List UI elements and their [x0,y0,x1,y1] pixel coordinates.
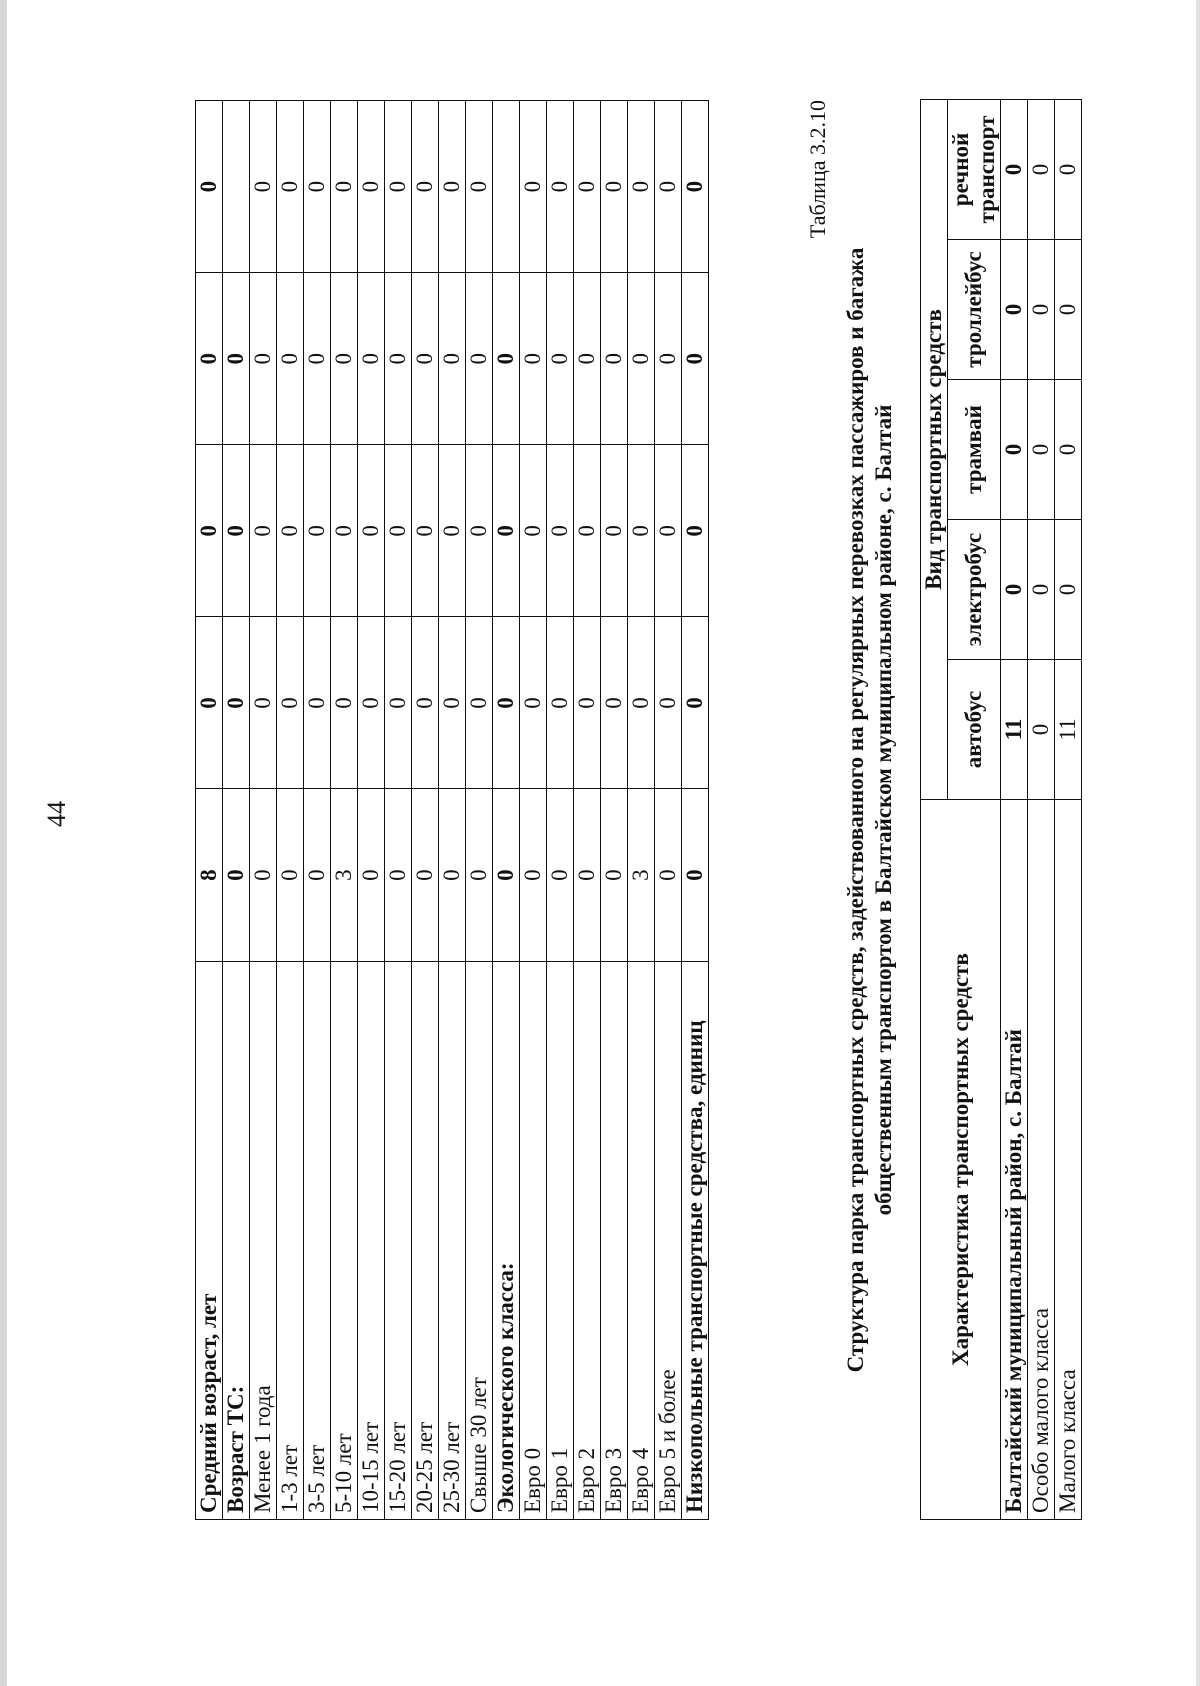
document-page [42,100,1110,1520]
cell-value: 0 [574,789,601,961]
table-row [520,101,547,1520]
cell-value: 0 [547,617,574,789]
table-row [601,101,628,1520]
table-row [547,101,574,1520]
cell-value: 0 [466,445,493,617]
cell-value: 0 [628,273,655,445]
cell-value: 0 [628,101,655,273]
table-caption: Таблица 3.2.10 [805,100,830,239]
cell-value: 0 [1001,380,1028,520]
cell-value: 0 [304,273,331,445]
table-row [250,101,277,1520]
cell-value: 0 [466,101,493,273]
table-row [1028,99,1055,1519]
table-row [493,101,520,1520]
fleet-structure-table [920,99,1082,1520]
cell-value: 0 [520,789,547,961]
table-title-line-2: общественным транспортом в Балтайском муниципальном районе, с. Балтай [871,404,896,1216]
cell-value: 0 [439,617,466,789]
cell-value: 0 [1028,240,1055,380]
row-label: Малого класса [1055,800,1082,1520]
cell-value: 0 [358,273,385,445]
cell-value: 0 [304,101,331,273]
table-title-line-1: Структура парка транспортных средств, задействованного на регулярных перевозках пассажиров и багажа [843,247,868,1373]
cell-value: 0 [682,445,709,617]
cell-value: 0 [1055,380,1082,520]
cell-value: 0 [304,617,331,789]
cell-value: 0 [385,445,412,617]
cell-value: 0 [385,101,412,273]
cell-value: 0 [547,445,574,617]
table-row [385,101,412,1520]
page-number: 44 [42,801,71,827]
cell-value: 0 [1028,660,1055,800]
row-label: Экологического класса: [493,961,520,1519]
cell-value: 0 [331,101,358,273]
cell-value: 11 [1055,660,1082,800]
cell-value: 0 [412,273,439,445]
cell-value: 0 [1028,520,1055,660]
cell-value: 0 [520,273,547,445]
cell-value: 0 [1028,99,1055,239]
cell-value: 0 [628,617,655,789]
table-row [574,101,601,1520]
cell-value: 0 [358,101,385,273]
table-row [223,101,250,1520]
vehicle-age-table [195,100,709,1520]
cell-value: 0 [1001,520,1028,660]
fleet-structure-table-body [1001,99,1082,1519]
cell-value: 0 [493,273,520,445]
cell-value: 0 [385,273,412,445]
cell-value: 0 [682,617,709,789]
table-row [304,101,331,1520]
cell-value: 8 [196,789,223,961]
cell-value: 0 [547,789,574,961]
row-label: Евро 4 [628,961,655,1519]
table-row [331,101,358,1520]
cell-value: 0 [547,101,574,273]
cell-value: 0 [601,617,628,789]
cell-value: 0 [277,445,304,617]
scan-edge-right [1196,0,1200,1686]
table-row [358,101,385,1520]
cell-value: 0 [277,789,304,961]
row-label: Возраст ТС: [223,961,250,1519]
scan-edge-left [0,0,7,1686]
cell-value: 0 [196,617,223,789]
cell-value: 0 [655,617,682,789]
cell-value [493,101,520,273]
cell-value: 0 [439,273,466,445]
row-label: Особо малого класса [1028,800,1055,1520]
cell-value: 0 [466,617,493,789]
cell-value: 0 [493,789,520,961]
cell-value: 0 [331,617,358,789]
row-label: Евро 0 [520,961,547,1519]
cell-value: 0 [385,789,412,961]
row-label: 25-30 лет [439,961,466,1519]
cell-value: 0 [601,445,628,617]
cell-value: 0 [655,101,682,273]
cell-value: 0 [655,789,682,961]
cell-value: 11 [1001,660,1028,800]
row-label: Евро 1 [547,961,574,1519]
cell-value: 0 [520,617,547,789]
cell-value: 0 [439,789,466,961]
cell-value: 0 [250,273,277,445]
cell-value: 3 [331,789,358,961]
row-label: Низкопольные транспортные средства, единиц [682,961,709,1519]
cell-value: 0 [250,789,277,961]
row-label: 15-20 лет [385,961,412,1519]
table-row [1001,99,1028,1519]
cell-value: 0 [1055,520,1082,660]
table-row [196,101,223,1520]
row-label: Свыше 30 лет [466,961,493,1519]
cell-value: 0 [601,273,628,445]
cell-value: 0 [412,101,439,273]
cell-value: 0 [358,789,385,961]
cell-value: 3 [628,789,655,961]
cell-value: 0 [601,789,628,961]
row-label: 1-3 лет [277,961,304,1519]
cell-value: 0 [277,273,304,445]
table-row [466,101,493,1520]
cell-value: 0 [358,445,385,617]
cell-value: 0 [439,101,466,273]
cell-value: 0 [223,789,250,961]
header-characteristics: Характеристика транспортных средств [921,800,1001,1520]
cell-value: 0 [1055,240,1082,380]
row-label: Балтайский муниципальный район, с. Балтай [1001,800,1028,1520]
cell-value: 0 [331,445,358,617]
cell-value: 0 [520,101,547,273]
cell-value: 0 [223,445,250,617]
cell-value: 0 [547,273,574,445]
row-label: Евро 2 [574,961,601,1519]
table-row [628,101,655,1520]
row-label: 10-15 лет [358,961,385,1519]
cell-value: 0 [520,445,547,617]
cell-value: 0 [250,445,277,617]
cell-value: 0 [493,445,520,617]
cell-value: 0 [1055,99,1082,239]
cell-value: 0 [655,273,682,445]
cell-value: 0 [466,789,493,961]
cell-value [223,101,250,273]
row-label: 20-25 лет [412,961,439,1519]
table-row [277,101,304,1520]
cell-value: 0 [250,617,277,789]
row-label: Менее 1 года [250,961,277,1519]
cell-value: 0 [196,101,223,273]
row-label: 5-10 лет [331,961,358,1519]
vehicle-age-table-body [196,101,709,1520]
cell-value: 0 [223,273,250,445]
cell-value: 0 [196,273,223,445]
cell-value: 0 [1001,99,1028,239]
cell-value: 0 [439,445,466,617]
cell-value: 0 [628,445,655,617]
cell-value: 0 [223,617,250,789]
cell-value: 0 [412,617,439,789]
header-col-river-transport: речной транспорт [948,99,1001,239]
cell-value: 0 [655,445,682,617]
cell-value: 0 [1028,380,1055,520]
cell-value: 0 [682,101,709,273]
cell-value: 0 [277,101,304,273]
cell-value: 0 [574,445,601,617]
cell-value: 0 [601,101,628,273]
row-label: 3-5 лет [304,961,331,1519]
table-title [842,100,898,1520]
cell-value: 0 [493,617,520,789]
table-row [412,101,439,1520]
cell-value: 0 [682,273,709,445]
header-col-tram: трамвай [948,380,1001,520]
cell-value: 0 [304,789,331,961]
cell-value: 0 [196,445,223,617]
cell-value: 0 [466,273,493,445]
table-row [655,101,682,1520]
row-label: Евро 3 [601,961,628,1519]
cell-value: 0 [277,617,304,789]
cell-value: 0 [385,617,412,789]
header-vehicle-type: Вид транспортных средств [921,99,948,799]
table-row [1055,99,1082,1519]
cell-value: 0 [412,789,439,961]
row-label: Средний возраст, лет [196,961,223,1519]
cell-value: 0 [250,101,277,273]
cell-value: 0 [574,617,601,789]
cell-value: 0 [358,617,385,789]
cell-value: 0 [412,445,439,617]
header-col-bus: автобус [948,660,1001,800]
cell-value: 0 [304,445,331,617]
row-label: Евро 5 и более [655,961,682,1519]
cell-value: 0 [1001,240,1028,380]
cell-value: 0 [682,789,709,961]
table-row [682,101,709,1520]
table-row [439,101,466,1520]
header-col-trolleybus: троллейбус [948,240,1001,380]
cell-value: 0 [574,101,601,273]
cell-value: 0 [574,273,601,445]
cell-value: 0 [331,273,358,445]
header-col-electric-bus: электробус [948,520,1001,660]
